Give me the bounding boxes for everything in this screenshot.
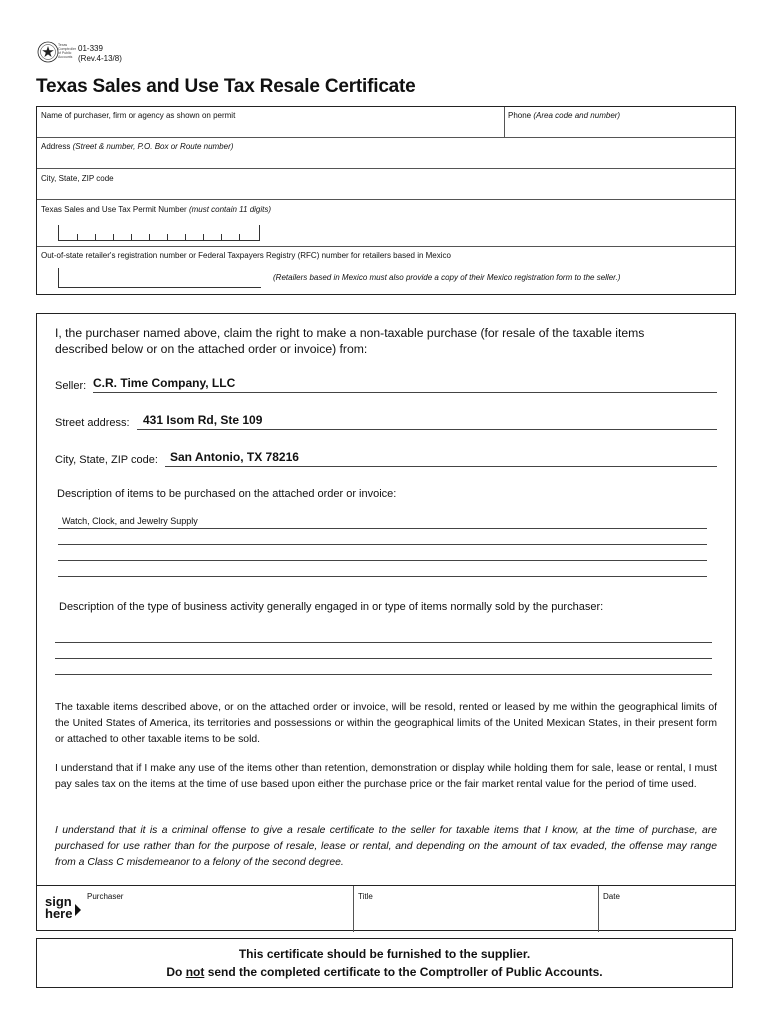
furnish-to-supplier-note: This certificate should be furnished to the supplier. (238, 947, 531, 961)
purchaser-name-label: Name of purchaser, firm or agency as shown on permit (41, 111, 236, 120)
resale-statement: The taxable items described above, or on the attached order or invoice, will be resold, rented or leased by me within the geographical limits of the United States of America, its territories and possessions or within the geographical limits of the United Mexican States, in their present form or attached to other taxable items to be sold. (55, 702, 717, 745)
mexico-registration-note: (Retailers based in Mexico must also provide a copy of their Mexico registration form to the seller.) (273, 273, 621, 282)
items-description-value[interactable]: Watch, Clock, and Jewelry Supply (62, 516, 198, 526)
phone-field[interactable] (505, 107, 735, 137)
items-description-line-1[interactable] (58, 528, 707, 529)
address-field[interactable] (37, 138, 735, 168)
phone-label: Phone (Area code and number) (508, 111, 621, 120)
purchaser-signature-field[interactable] (83, 886, 352, 932)
date-field[interactable] (599, 886, 735, 932)
claim-intro-text: I, the purchaser named above, claim the right to make a non-taxable purchase (for resale of the taxable items described below or on the attached order or invoice) from: (55, 326, 645, 356)
seller-value[interactable]: C.R. Time Company, LLC (93, 376, 236, 390)
do-not-send-note: Do not send the completed certificate to the Comptroller of Public Accounts. (166, 965, 603, 979)
signature-row (37, 885, 735, 932)
seller-field[interactable] (93, 392, 717, 393)
sign-here-arrow-icon (75, 904, 81, 916)
city-state-zip-field[interactable] (37, 169, 735, 199)
form-revision: (Rev.4-13/8) (78, 54, 122, 63)
business-description-line-3[interactable] (55, 674, 712, 675)
items-description-line-3[interactable] (58, 560, 707, 561)
seller-label: Seller: (55, 380, 87, 392)
address-label: Address (Street & number, P.O. Box or Route number) (41, 142, 234, 151)
title-field[interactable] (354, 886, 597, 932)
sign-here-label: sign here (45, 894, 73, 921)
supplier-notice-box (36, 938, 733, 988)
permit-number-label: Texas Sales and Use Tax Permit Number (must contain 11 digits) (41, 205, 272, 214)
date-label: Date (603, 892, 620, 901)
permit-number-digit-boxes[interactable] (58, 225, 260, 241)
purchaser-signature-label: Purchaser (87, 892, 124, 901)
items-description-line-2[interactable] (58, 544, 707, 545)
street-address-row (55, 410, 717, 430)
comptroller-seal-icon (37, 41, 59, 63)
city-state-zip-label: City, State, ZIP code (41, 174, 114, 183)
seller-city-field[interactable] (165, 466, 717, 467)
rfc-number-label: Out-of-state retailer's registration number or Federal Taxpayers Registry (RFC) number for retailers based in Mexico (41, 251, 451, 260)
street-address-value[interactable]: 431 Isom Rd, Ste 109 (143, 413, 263, 427)
items-description-line-4[interactable] (58, 576, 707, 577)
purchaser-info-box (36, 106, 736, 295)
form-number-block (78, 44, 122, 64)
title-label: Title (358, 892, 373, 901)
items-description-label: Description of items to be purchased on the attached order or invoice: (57, 488, 397, 500)
rfc-number-field[interactable] (58, 268, 261, 288)
seller-city-label: City, State, ZIP code: (55, 454, 158, 466)
street-address-label: Street address: (55, 417, 130, 429)
certificate-claim-box (36, 313, 736, 931)
business-description-label: Description of the type of business activity generally engaged in or type of items normally sold by the purchaser: (59, 601, 604, 613)
street-address-field[interactable] (137, 429, 717, 430)
business-description-line-1[interactable] (55, 642, 712, 643)
form-number: 01-339 (78, 44, 103, 53)
page-title: Texas Sales and Use Tax Resale Certificate (36, 76, 416, 97)
seller-row (55, 373, 717, 393)
seller-city-value[interactable]: San Antonio, TX 78216 (170, 450, 299, 464)
use-tax-statement: I understand that if I make any use of the items other than retention, demonstration or display while holding them for sale, lease or rental, I must pay sales tax on the items at the time of use based upon either the purchase price or the fair market rental value for the period of time used. (55, 763, 717, 790)
seal-caption: Texas Comptroller of Public Accounts (58, 43, 77, 59)
seller-city-row (55, 447, 717, 467)
criminal-offense-statement: I understand that it is a criminal offense to give a resale certificate to the seller for taxable items that I know, at the time of purchase, are purchased for use rather than for the purpose of resale, lease or rental, and depending on the amount of tax evaded, the offense may range from a Class C misdemeanor to a felony of the second degree. (55, 825, 717, 868)
business-description-line-2[interactable] (55, 658, 712, 659)
purchaser-name-field[interactable] (37, 107, 504, 137)
